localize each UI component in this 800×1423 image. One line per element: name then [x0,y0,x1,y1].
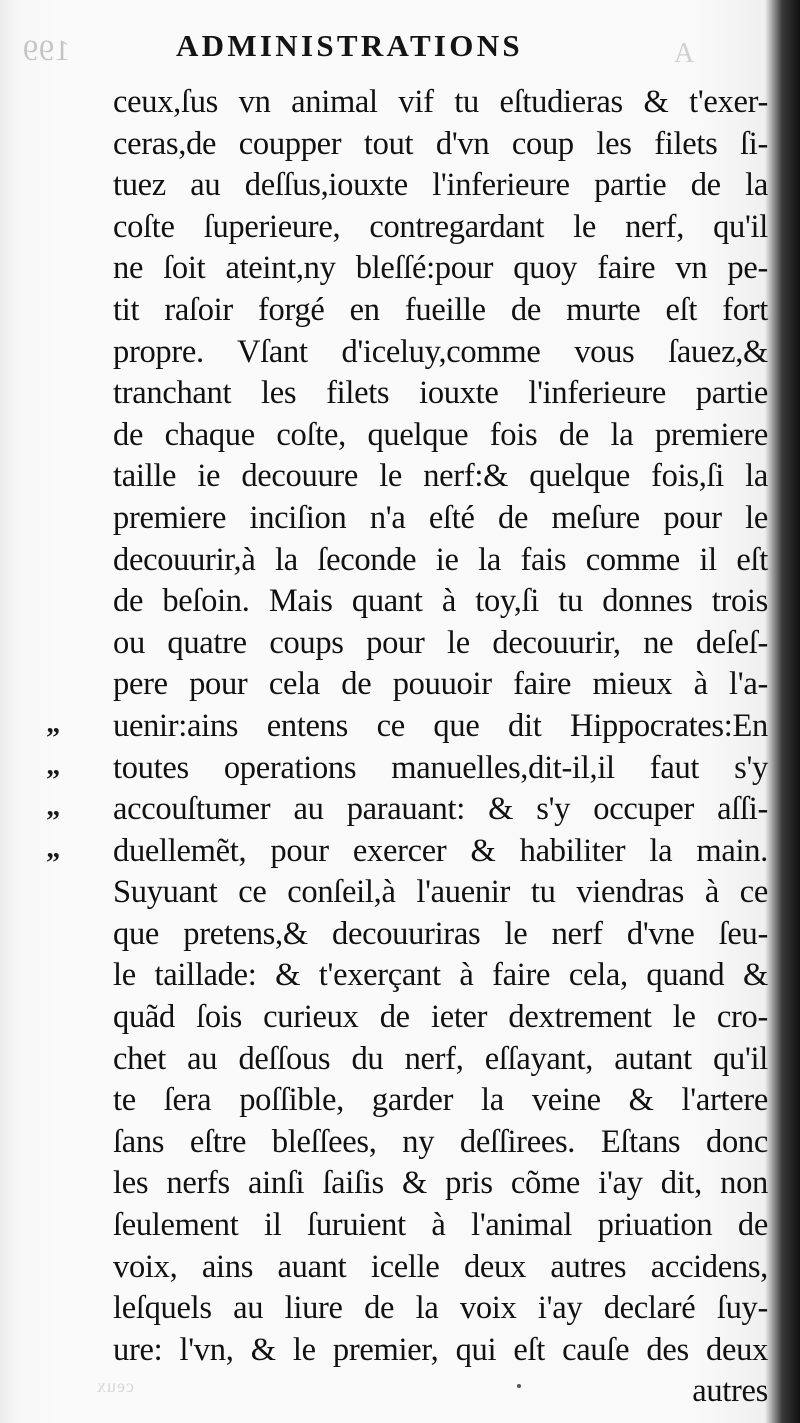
text-line: chet au deſſous du nerf, eſſayant, autant qu'il [113,1040,768,1077]
text-line: taille ie decouure le nerf:& quelque fois,ſi la [113,458,768,495]
bleed-through-footer-fragment: ceux [96,1376,134,1396]
quote-mark: ” [46,723,60,754]
text-line: ure: l'vn, & le premier, qui eſt cauſe des deux [113,1331,768,1368]
bleed-through-page-number: 199 [22,34,70,67]
text-line: tranchant les filets iouxte l'inferieure partie [113,375,768,412]
text-line: tuez au deſſus,iouxte l'inferieure partie de la [113,167,768,204]
text-line: quãd ſois curieux de ieter dextrement le cro- [113,999,768,1036]
marginal-quote-marks [46,718,76,884]
text-line: uenir:ains entens ce que dit Hippocrates:En [113,707,768,744]
text-line: propre. Vſant d'iceluy,comme vous ſauez,& [113,333,768,370]
text-line: de chaque coſte, quelque fois de la premiere [113,416,768,453]
text-line: ne ſoit ateint,ny bleſſé:pour quoy faire vn pe- [113,250,768,287]
text-line: ſeulement il ſuruient à l'animal priuation de [113,1207,768,1244]
ink-speck [517,1384,521,1388]
text-line: decouurir,à la ſeconde ie la fais comme il eſt [113,541,768,578]
text-line: les nerfs ainſi ſaiſis & pris cõme i'ay dit, non [113,1165,768,1202]
bleed-through-header-fragment: A [674,38,696,69]
text-line: tit raſoir forgé en fueille de murte eſt fort [113,291,768,328]
quote-mark: ” [46,764,60,796]
text-line: coſte ſuperieure, contregardant le nerf, qu'il [113,208,768,245]
quote-mark: ” [46,806,60,838]
text-line: toutes operations manuelles,dit-il,il faut s'y [113,749,768,786]
text-line: leſquels au liure de la voix i'ay declaré ſuy- [113,1290,768,1327]
text-line: le taillade: & t'exerçant à faire cela, quand & [113,957,768,994]
text-line: premiere inciſion n'a eſté de meſure pour le [113,499,768,536]
body-text [113,82,768,1413]
text-line: Suyuant ce conſeil,à l'auenir tu viendras à ce [113,874,768,911]
text-line: te ſera poſſible, garder la veine & l'artere [113,1082,768,1119]
text-line: duellemẽt, pour exercer & habiliter la main. [113,832,768,869]
quote-mark: ” [46,847,60,879]
text-line: accouſtumer au parauant: & s'y occuper aſſi- [113,791,768,828]
text-line: ceras,de coupper tout d'vn coup les filets ſi- [113,125,768,162]
text-line: voix, ains auant icelle deux autres accidens, [113,1248,768,1285]
text-line: ou quatre coups pour le decouurir, ne deſeſ- [113,624,768,661]
text-line: pere pour cela de pouuoir faire mieux à l'a- [113,666,768,703]
text-line: de beſoin. Mais quant à toy,ſi tu donnes trois [113,583,768,620]
catchword: autres [692,1373,768,1410]
text-line: que pretens,& decouuriras le nerf d'vne ſeu- [113,915,768,952]
running-header: ADMINISTRATIONS [176,28,523,63]
text-line: ceux,ſus vn animal vif tu eſtudieras & t'exer- [113,84,768,120]
text-line: ſans eſtre bleſſees, ny deſſirees. Eſtans donc [113,1123,768,1160]
